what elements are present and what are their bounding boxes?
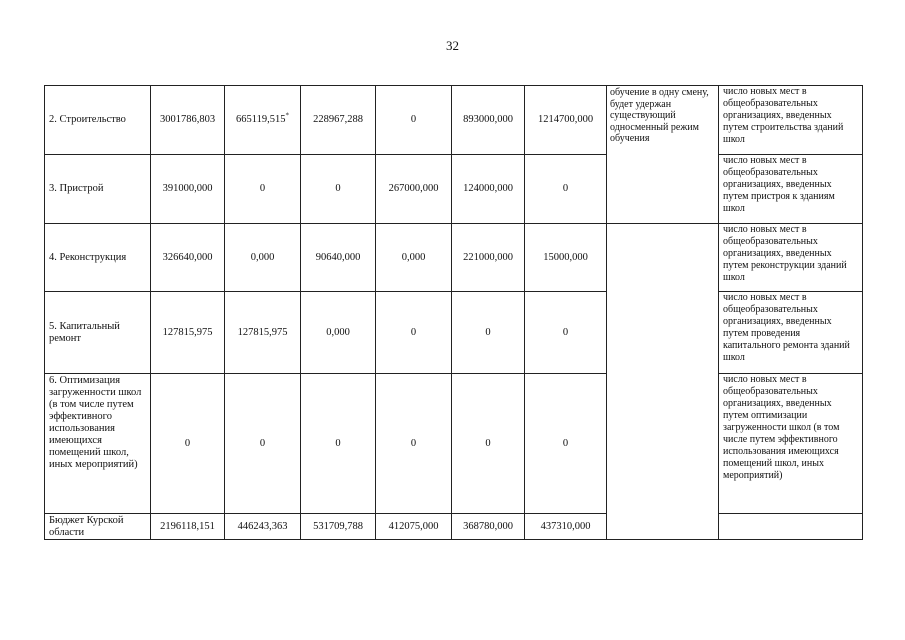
table-row — [45, 292, 863, 374]
indicator-cell: число новых мест в общеобразовательных организациях, введенных путем проведения капитального ремонта зданий школ — [719, 292, 863, 374]
page-number: 32 — [446, 38, 459, 53]
cell-value: 15000,000 — [525, 224, 607, 292]
cell-value: 412075,000 — [376, 514, 452, 540]
cell-value: 326640,000 — [151, 224, 225, 292]
cell-value: 3001786,803 — [151, 86, 225, 155]
cell-value: 0 — [376, 292, 452, 374]
cell-value: 0 — [301, 374, 376, 514]
cell-value: 221000,000 — [452, 224, 525, 292]
table-row — [45, 514, 863, 540]
row-name: 6. Оптимизация загруженности школ (в том числе путем эффективного использования имеющихся помещений школ, иных мероприятий) — [45, 374, 151, 514]
cell-value: 0 — [452, 374, 525, 514]
cell-value: 368780,000 — [452, 514, 525, 540]
row-name: 2. Строительство — [45, 86, 151, 155]
cell-value: 0,000 — [376, 224, 452, 292]
row-name: 5. Капитальный ремонт — [45, 292, 151, 374]
table-row — [45, 155, 863, 224]
indicator-cell: число новых мест в общеобразовательных организациях, введенных путем реконструкции зданий школ — [719, 224, 863, 292]
cell-value: 0 — [525, 374, 607, 514]
cell-value: 531709,788 — [301, 514, 376, 540]
cell-value: 0 — [225, 155, 301, 224]
cell-value: 0 — [525, 292, 607, 374]
indicator-cell: число новых мест в общеобразовательных организациях, введенных путем пристроя к зданиям школ — [719, 155, 863, 224]
row-name: Бюджет Курской области — [45, 514, 151, 540]
cell-value: 127815,975 — [151, 292, 225, 374]
cell-value: 0 — [301, 155, 376, 224]
cell-value: 2196118,151 — [151, 514, 225, 540]
row-name: 4. Реконструкция — [45, 224, 151, 292]
cell-value: 228967,288 — [301, 86, 376, 155]
outcome-cell-empty — [607, 224, 719, 540]
row-name: 3. Пристрой — [45, 155, 151, 224]
cell-value: 0 — [452, 292, 525, 374]
indicator-cell: число новых мест в общеобразовательных организациях, введенных путем строительства зданий школ — [719, 86, 863, 155]
cell-value: 0 — [376, 86, 452, 155]
cell-value: 0 — [525, 155, 607, 224]
table-row — [45, 224, 863, 292]
table-row — [45, 374, 863, 514]
cell-value: 391000,000 — [151, 155, 225, 224]
cell-value-text: 665119,515 — [236, 114, 286, 125]
indicator-cell — [719, 514, 863, 540]
cell-value: 0 — [151, 374, 225, 514]
table-row — [45, 86, 863, 155]
indicator-cell: число новых мест в общеобразовательных организациях, введенных путем оптимизации загруженности школ (в том числе путем эффективного использования имеющихся помещений школ, иных мероприятий) — [719, 374, 863, 514]
cell-value: 0 — [225, 374, 301, 514]
footnote-marker: * — [285, 111, 289, 120]
cell-value: 0 — [376, 374, 452, 514]
cell-value: 446243,363 — [225, 514, 301, 540]
cell-value: 893000,000 — [452, 86, 525, 155]
cell-value — [225, 86, 301, 155]
cell-value: 437310,000 — [525, 514, 607, 540]
cell-value: 127815,975 — [225, 292, 301, 374]
cell-value: 1214700,000 — [525, 86, 607, 155]
cell-value: 0,000 — [225, 224, 301, 292]
outcome-cell: обучение в одну смену, будет удержан существующий односменный режим обучения — [607, 86, 719, 224]
cell-value: 267000,000 — [376, 155, 452, 224]
cell-value: 0,000 — [301, 292, 376, 374]
funding-table — [44, 85, 863, 540]
cell-value: 124000,000 — [452, 155, 525, 224]
cell-value: 90640,000 — [301, 224, 376, 292]
